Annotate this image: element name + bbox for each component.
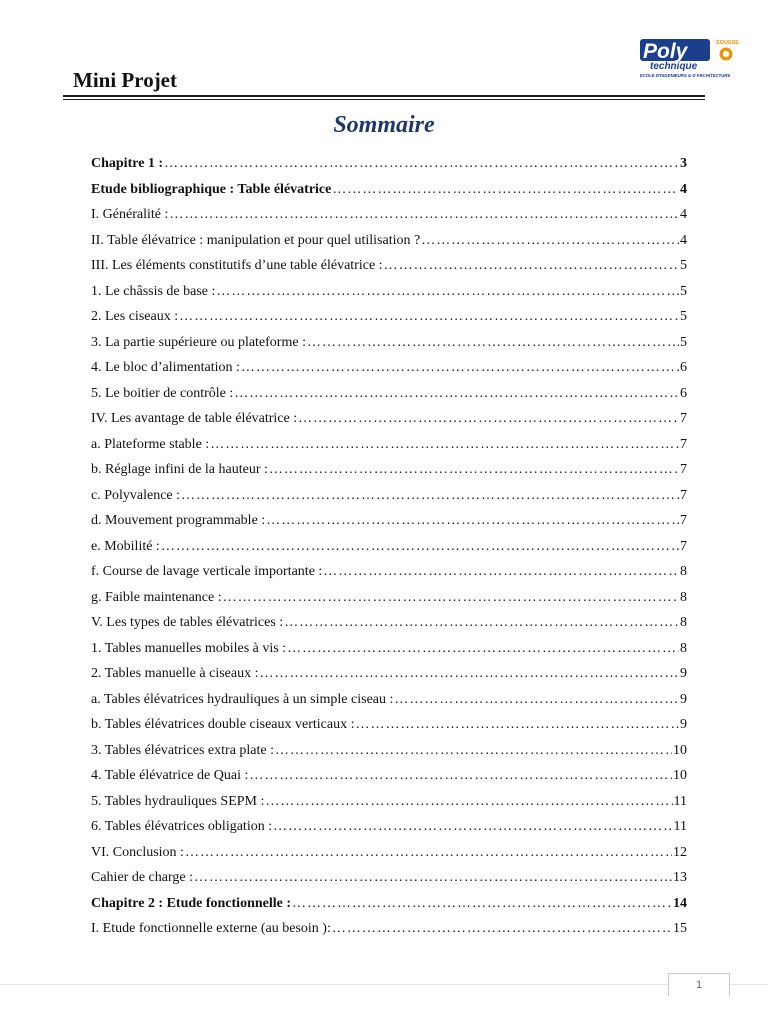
toc-entry-page: 7 — [680, 462, 687, 477]
toc-dot-leader — [292, 891, 672, 917]
toc-entry[interactable] — [91, 916, 687, 942]
toc-entry-label: 5. Tables hydrauliques SEPM : — [91, 793, 265, 809]
toc-dot-leader — [216, 279, 679, 305]
toc-entry[interactable] — [91, 457, 687, 483]
toc-entry[interactable] — [91, 636, 687, 662]
toc-entry[interactable] — [91, 355, 687, 381]
toc-dot-leader — [161, 534, 679, 560]
logo-sub: technique — [650, 61, 698, 72]
toc-entry-label: II. Table élévatrice : manipulation et pour quel utilisation ? — [91, 232, 421, 248]
toc-entry-label: I. Etude fonctionnelle externe (au besoin ): — [91, 921, 331, 936]
toc-dot-leader — [259, 661, 679, 687]
toc-entry-label: 5. Le boitier de contrôle : — [91, 385, 234, 401]
toc-entry[interactable] — [91, 202, 687, 228]
toc-entry[interactable] — [91, 279, 687, 305]
toc-entry-label: b. Réglage infini de la hauteur : — [91, 462, 268, 477]
toc-entry-page: 4 — [680, 232, 687, 248]
toc-entry-page: 9 — [680, 691, 687, 707]
toc-entry-label: b. Tables élévatrices double ciseaux verticaux : — [91, 717, 355, 732]
toc-entry-page: 7 — [680, 538, 687, 554]
toc-entry-page: 6 — [680, 360, 687, 375]
toc-dot-leader — [266, 508, 679, 534]
toc-entry[interactable] — [91, 559, 687, 585]
toc-entry-label: III. Les éléments constitutifs d’une table élévatrice : — [91, 258, 383, 273]
toc-entry-page: 4 — [680, 207, 687, 222]
toc-entry-page: 12 — [673, 844, 687, 860]
toc-entry-label: d. Mouvement programmable : — [91, 513, 266, 528]
toc-entry[interactable] — [91, 687, 687, 713]
toc-dot-leader — [234, 381, 679, 407]
toc-entry[interactable] — [91, 406, 687, 432]
toc-entry-page: 8 — [680, 589, 687, 605]
toc-dot-leader — [332, 916, 672, 942]
toc-entry-label: 2. Les ciseaux : — [91, 309, 179, 324]
toc-dot-leader — [298, 406, 679, 432]
polytechnique-logo — [636, 34, 746, 82]
toc-dot-leader — [394, 687, 679, 713]
toc-dot-leader — [185, 840, 672, 866]
toc-dot-leader — [356, 712, 680, 738]
toc-dot-leader — [179, 304, 679, 330]
toc-entry-page: 6 — [680, 385, 687, 401]
page-number: 1 — [668, 973, 730, 996]
toc-entry[interactable] — [91, 865, 687, 891]
toc-entry-page: 9 — [680, 717, 687, 732]
header-rule-thin — [63, 99, 705, 100]
toc-dot-leader — [287, 636, 679, 662]
toc-entry[interactable] — [91, 738, 687, 764]
toc-dot-leader — [164, 151, 679, 177]
toc-entry-label: 2. Tables manuelle à ciseaux : — [91, 666, 259, 681]
toc-entry-label: Chapitre 2 : Etude fonctionnelle : — [91, 895, 292, 911]
toc-entry-label: 4. Le bloc d’alimentation : — [91, 360, 240, 375]
toc-entry-label: IV. Les avantage de table élévatrice : — [91, 411, 298, 426]
toc-entry-label: VI. Conclusion : — [91, 844, 184, 860]
toc-entry[interactable] — [91, 304, 687, 330]
toc-entry-label: Cahier de charge : — [91, 870, 193, 885]
toc-entry[interactable] — [91, 661, 687, 687]
toc-entry-page: 5 — [680, 283, 687, 299]
toc-entry[interactable] — [91, 381, 687, 407]
document-header-title: Mini Projet — [73, 68, 177, 92]
toc-entry-page: 7 — [680, 487, 687, 503]
toc-dot-leader — [269, 457, 679, 483]
toc-entry-label: f. Course de lavage verticale importante : — [91, 564, 323, 579]
toc-entry[interactable] — [91, 712, 687, 738]
toc-entry-label: a. Plateforme stable : — [91, 436, 210, 452]
toc-entry[interactable] — [91, 483, 687, 509]
toc-entry[interactable] — [91, 789, 687, 815]
toc-entry-page: 14 — [673, 895, 687, 911]
toc-entry-label: a. Tables élévatrices hydrauliques à un simple ciseau : — [91, 691, 394, 707]
toc-entry-label: 4. Table élévatrice de Quai : — [91, 768, 249, 783]
toc-entry[interactable] — [91, 432, 687, 458]
toc-entry[interactable] — [91, 814, 687, 840]
toc-entry-label: Etude bibliographique : Table élévatrice — [91, 181, 332, 197]
toc-dot-leader — [323, 559, 679, 585]
toc-dot-leader — [273, 814, 672, 840]
toc-entry-page: 5 — [680, 309, 687, 324]
toc-entry-page: 15 — [673, 921, 687, 936]
toc-entry[interactable] — [91, 534, 687, 560]
toc-dot-leader — [210, 432, 679, 458]
footer-rule — [0, 984, 768, 985]
toc-entry[interactable] — [91, 840, 687, 866]
toc-entry-page: 11 — [673, 819, 687, 834]
toc-entry-label: 1. Tables manuelles mobiles à vis : — [91, 640, 287, 656]
toc-entry-label: V. Les types de tables élévatrices : — [91, 615, 284, 630]
toc-entry[interactable] — [91, 253, 687, 279]
toc-entry-label: c. Polyvalence : — [91, 487, 181, 503]
toc-entry-page: 5 — [680, 334, 687, 350]
toc-entry[interactable] — [91, 151, 687, 177]
toc-entry-page: 13 — [673, 870, 687, 885]
toc-entry[interactable] — [91, 891, 687, 917]
toc-entry-page: 7 — [680, 436, 687, 452]
toc-entry-label: g. Faible maintenance : — [91, 589, 222, 605]
toc-dot-leader — [223, 585, 679, 611]
toc-entry-label: I. Généralité : — [91, 207, 169, 222]
toc-entry[interactable] — [91, 585, 687, 611]
toc-dot-leader — [421, 228, 679, 254]
toc-dot-leader — [284, 610, 679, 636]
toc-entry[interactable] — [91, 508, 687, 534]
toc-dot-leader — [384, 253, 679, 279]
toc-entry-label: 3. Tables élévatrices extra plate : — [91, 742, 275, 758]
toc-entry-label: 3. La partie supérieure ou plateforme : — [91, 334, 306, 350]
toc-dot-leader — [169, 202, 679, 228]
header-rule — [63, 95, 705, 97]
toc-dot-leader — [275, 738, 672, 764]
toc-entry-label: 6. Tables élévatrices obligation : — [91, 819, 273, 834]
toc-dot-leader — [307, 330, 679, 356]
toc-entry[interactable] — [91, 177, 687, 203]
toc-entry[interactable] — [91, 330, 687, 356]
toc-entry-page: 9 — [680, 666, 687, 681]
toc-dot-leader — [249, 763, 672, 789]
toc-entry-page: 7 — [680, 411, 687, 426]
toc-entry-label: Chapitre 1 : — [91, 156, 164, 171]
toc-entry-page: 10 — [673, 768, 687, 783]
toc-entry-page: 3 — [680, 156, 687, 171]
toc-entry-page: 8 — [680, 640, 687, 656]
toc-entry-page: 8 — [680, 615, 687, 630]
logo-brand: Poly — [643, 40, 688, 63]
toc-title: Sommaire — [333, 112, 435, 138]
toc-entry[interactable] — [91, 763, 687, 789]
logo-city: SOUSSE — [716, 40, 739, 46]
toc-entry[interactable] — [91, 228, 687, 254]
toc-dot-leader — [194, 865, 672, 891]
logo-tagline: ECOLE D'INGENIEURS & D'ARCHITECTURE — [640, 73, 731, 78]
toc-entry[interactable] — [91, 610, 687, 636]
toc-entry-page: 10 — [673, 742, 687, 758]
toc-dot-leader — [332, 177, 679, 203]
toc-dot-leader — [181, 483, 679, 509]
toc-entry-label: e. Mobilité : — [91, 538, 160, 554]
toc-entry-page: 8 — [680, 564, 687, 579]
toc-entry-page: 11 — [673, 793, 687, 809]
toc-dot-leader — [241, 355, 679, 381]
table-of-contents — [91, 151, 687, 942]
toc-dot-leader — [265, 789, 672, 815]
toc-entry-page: 4 — [680, 181, 687, 197]
toc-entry-page: 7 — [680, 513, 687, 528]
toc-entry-label: 1. Le châssis de base : — [91, 283, 216, 299]
toc-entry-page: 5 — [680, 258, 687, 273]
